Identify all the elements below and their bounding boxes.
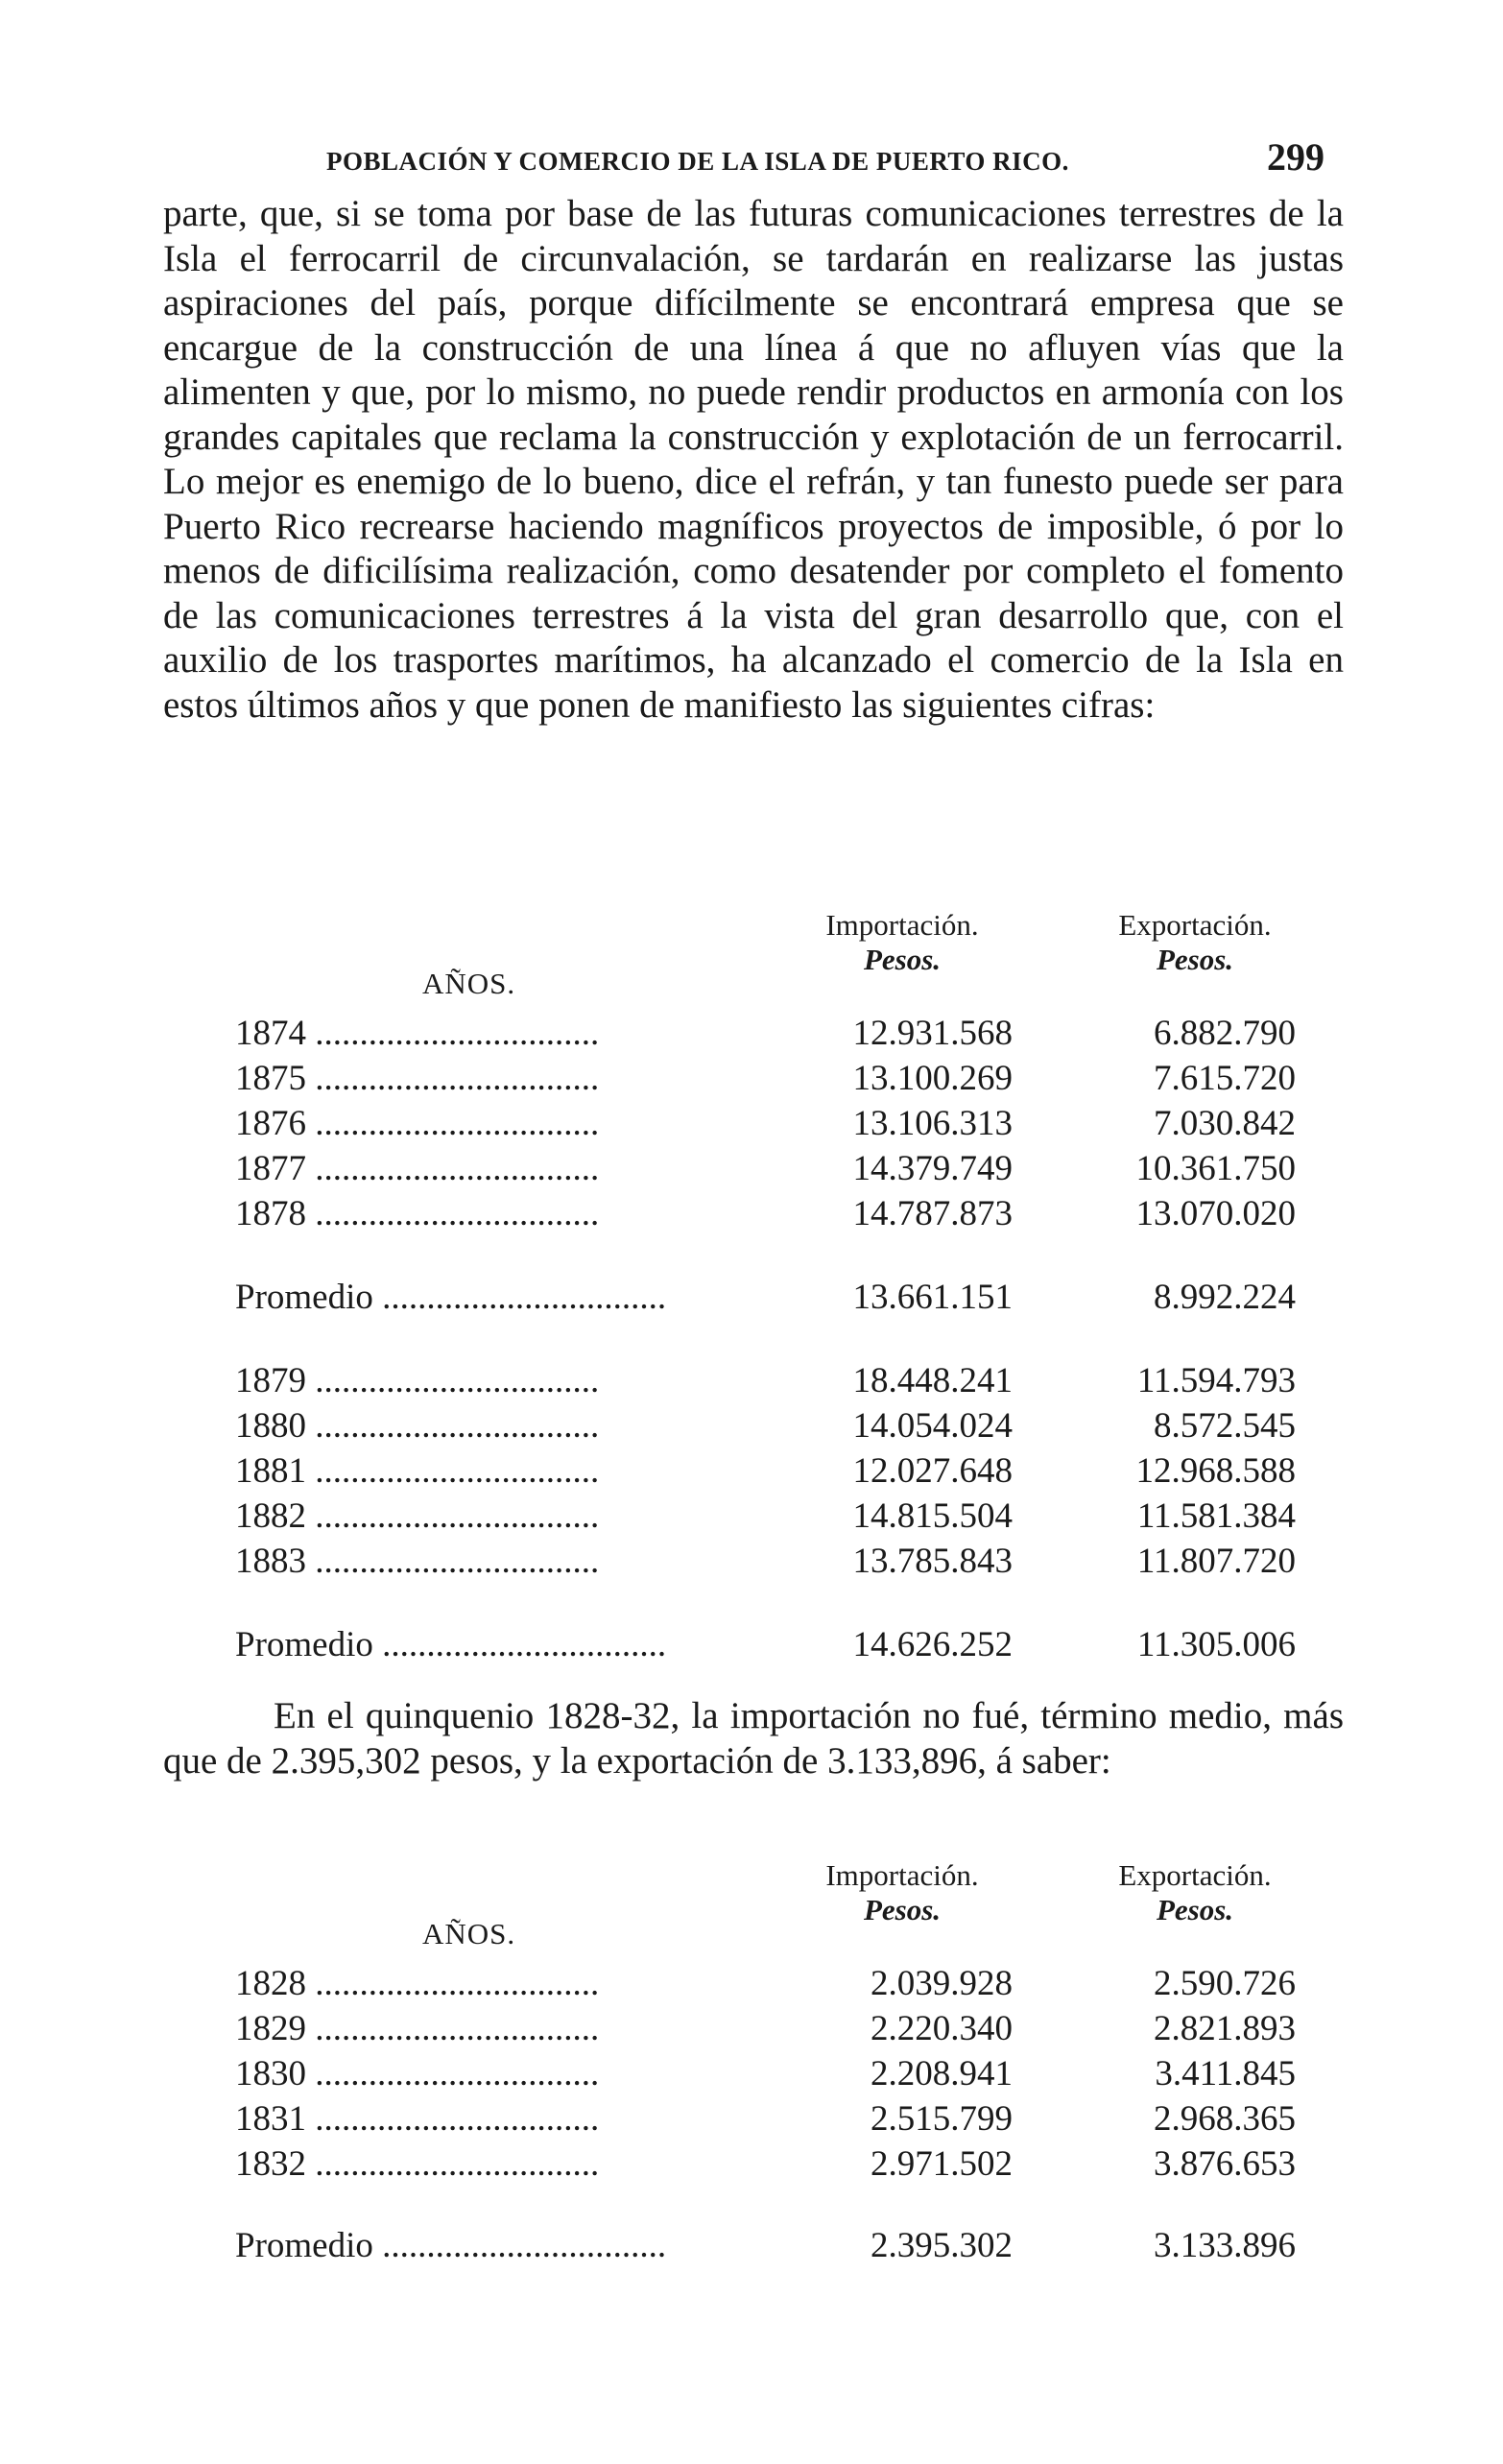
- row-year: 1830 ................................: [235, 2054, 600, 2093]
- row-export: 3.133.896: [1154, 2226, 1296, 2265]
- table-row: [235, 1148, 1300, 1193]
- spacer: [235, 2189, 1300, 2225]
- row-import: 12.027.648: [852, 1451, 1013, 1491]
- row-import: 13.106.313: [852, 1104, 1013, 1143]
- column-header-export: [1070, 1858, 1320, 1927]
- row-import: 18.448.241: [852, 1361, 1013, 1400]
- table-row: [235, 1103, 1300, 1148]
- column-header-years: AÑOS.: [422, 967, 516, 1000]
- row-export: 2.590.726: [1154, 1964, 1296, 2003]
- export-label: Exportación.: [1118, 1858, 1272, 1892]
- row-export: 2.821.893: [1154, 2009, 1296, 2048]
- trade-table-1828-1832: [235, 1853, 1300, 2270]
- row-import: 2.039.928: [871, 1964, 1013, 2003]
- row-export: 8.992.224: [1154, 1278, 1296, 1317]
- table-row: [235, 1541, 1300, 1586]
- spacer: [235, 1586, 1300, 1624]
- row-label: Promedio ................................: [235, 2226, 667, 2265]
- row-year: 1878 ................................: [235, 1194, 600, 1233]
- row-year: 1831 ................................: [235, 2099, 600, 2139]
- import-label: Importación.: [825, 908, 979, 942]
- row-import: 12.931.568: [852, 1014, 1013, 1053]
- column-header-import: [777, 1858, 1027, 1927]
- row-export: 12.968.588: [1135, 1451, 1296, 1491]
- average-row: [235, 1277, 1300, 1322]
- row-year: 1877 ................................: [235, 1149, 600, 1188]
- export-unit: Pesos.: [1156, 943, 1234, 976]
- row-export: 11.594.793: [1136, 1361, 1296, 1400]
- row-year: 1879 ................................: [235, 1361, 600, 1400]
- page-header: [326, 134, 1324, 192]
- export-unit: Pesos.: [1156, 1893, 1234, 1926]
- table-row: [235, 2143, 1300, 2189]
- row-export: 11.807.720: [1136, 1542, 1296, 1581]
- row-import: 2.395.302: [871, 2226, 1013, 2265]
- row-import: 14.626.252: [852, 1625, 1013, 1664]
- column-header-export: [1070, 908, 1320, 977]
- row-import: 13.785.843: [852, 1542, 1013, 1581]
- body-paragraph-1: parte, que, si se toma por base de las futuras comunicaciones terrestres de la Isla el ferrocarril de circunvalación, se tardarán en realizarse las justas aspiraciones del país, porque difícilmente se encontrará empresa que se encargue de la construcción de una línea á que no afluyen vías que la alimenten y que, por lo mismo, no puede rendir productos en armonía con los grandes capitales que reclama la construcción y explotación de un ferrocarril. Lo mejor es enemigo de lo bueno, dice el refrán, y tan funesto puede ser para Puerto Rico recrearse haciendo magníficos proyectos de imposible, ó por lo menos de dificilísima realización, como desatender por completo el fomento de las comunicaciones terrestres á la vista del gran desarrollo que, con el auxilio de los trasportes marítimos, ha alcanzado el comercio de la Isla en estos últimos años y que ponen de manifiesto las siguientes cifras:: [163, 193, 1344, 726]
- export-label: Exportación.: [1118, 908, 1272, 942]
- row-year: 1832 ................................: [235, 2144, 600, 2184]
- table-row: [235, 2008, 1300, 2053]
- row-year: 1829 ................................: [235, 2009, 600, 2048]
- row-export: 10.361.750: [1135, 1149, 1296, 1188]
- table-row: [235, 1360, 1300, 1405]
- row-import: 14.379.749: [852, 1149, 1013, 1188]
- row-year: 1882 ................................: [235, 1496, 600, 1536]
- row-label: Promedio ................................: [235, 1625, 667, 1664]
- row-export: 11.581.384: [1136, 1496, 1296, 1536]
- row-year: 1875 ................................: [235, 1059, 600, 1098]
- row-import: 14.815.504: [852, 1496, 1013, 1536]
- row-import: 2.515.799: [871, 2099, 1013, 2139]
- row-import: 2.971.502: [871, 2144, 1013, 2184]
- row-export: 7.030.842: [1154, 1104, 1296, 1143]
- row-import: 14.787.873: [852, 1194, 1013, 1233]
- running-title: POBLACIÓN Y COMERCIO DE LA ISLA DE PUERTO RICO.: [326, 147, 1069, 176]
- row-year: 1828 ................................: [235, 1964, 600, 2003]
- table-row: [235, 2098, 1300, 2143]
- row-year: 1874 ................................: [235, 1014, 600, 1053]
- row-export: 3.876.653: [1154, 2144, 1296, 2184]
- page-number: 299: [1267, 135, 1324, 179]
- table-row: [235, 1405, 1300, 1450]
- row-year: 1881 ................................: [235, 1451, 600, 1491]
- row-export: 6.882.790: [1154, 1014, 1296, 1053]
- column-header-import: [777, 908, 1027, 977]
- body-paragraph-2: En el quinquenio 1828-32, la importación no fué, término medio, más que de 2.395,302 pesos, y la exportación de 3.133,896, á saber:: [163, 1695, 1344, 1782]
- row-export: 11.305.006: [1136, 1625, 1296, 1664]
- average-row: [235, 1624, 1300, 1669]
- table-row: [235, 1193, 1300, 1238]
- import-label: Importación.: [825, 1858, 979, 1892]
- column-header-years: AÑOS.: [422, 1917, 516, 1950]
- import-unit: Pesos.: [863, 943, 942, 976]
- row-export: 7.615.720: [1154, 1059, 1296, 1098]
- table-row: [235, 1495, 1300, 1541]
- table-row: [235, 1450, 1300, 1495]
- table-row: [235, 1013, 1300, 1058]
- row-export: 2.968.365: [1154, 2099, 1296, 2139]
- spacer: [235, 1322, 1300, 1360]
- row-export: 8.572.545: [1154, 1406, 1296, 1446]
- spacer: [235, 1238, 1300, 1277]
- row-export: 3.411.845: [1155, 2054, 1296, 2093]
- row-year: 1880 ................................: [235, 1406, 600, 1446]
- row-import: 2.220.340: [871, 2009, 1013, 2048]
- row-label: Promedio ................................: [235, 1278, 667, 1317]
- row-import: 14.054.024: [852, 1406, 1013, 1446]
- row-year: 1883 ................................: [235, 1542, 600, 1581]
- row-import: 2.208.941: [871, 2054, 1013, 2093]
- trade-table-1874-1883: [235, 902, 1300, 1669]
- table-row: [235, 1963, 1300, 2008]
- table-row: [235, 1058, 1300, 1103]
- table-header: [235, 1853, 1300, 1963]
- import-unit: Pesos.: [863, 1893, 942, 1926]
- table-row: [235, 2053, 1300, 2098]
- row-import: 13.100.269: [852, 1059, 1013, 1098]
- table-header: [235, 902, 1300, 1013]
- row-export: 13.070.020: [1135, 1194, 1296, 1233]
- row-year: 1876 ................................: [235, 1104, 600, 1143]
- average-row: [235, 2225, 1300, 2270]
- row-import: 13.661.151: [852, 1278, 1013, 1317]
